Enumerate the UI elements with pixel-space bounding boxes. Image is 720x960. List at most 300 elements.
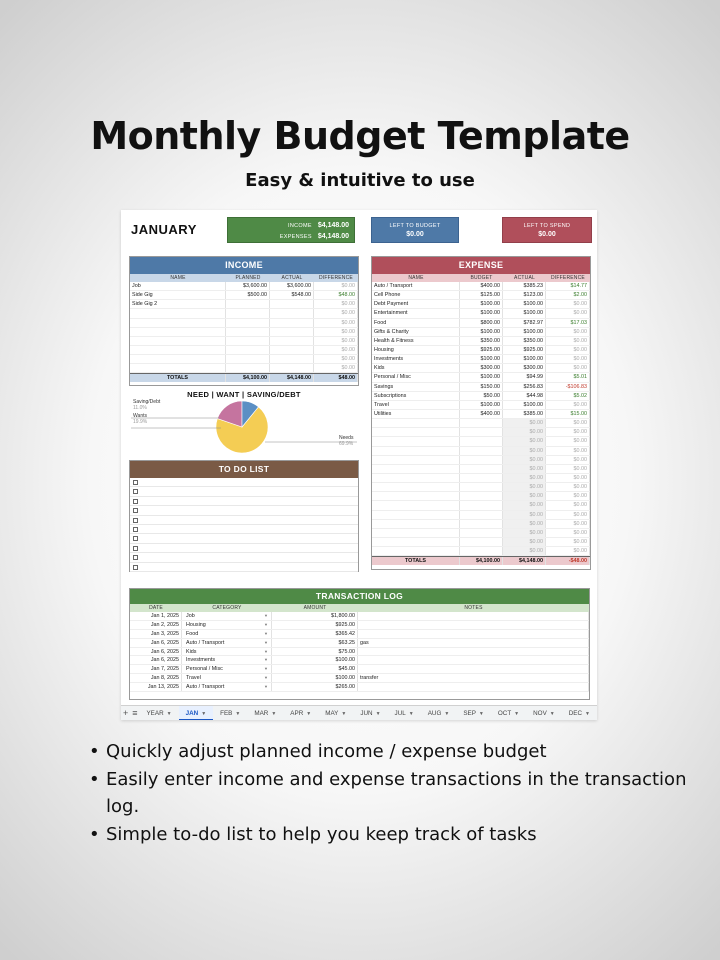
income-actual-cell[interactable] <box>270 328 314 336</box>
expense-actual-cell[interactable]: $44.98 <box>503 392 546 400</box>
income-row <box>130 346 358 355</box>
expense-name-cell[interactable]: Auto / Transport <box>372 282 460 290</box>
expense-actual-cell[interactable]: $0.00 <box>503 501 546 509</box>
expense-name-cell[interactable] <box>372 447 460 455</box>
expense-budget-cell[interactable] <box>460 428 503 436</box>
income-title: INCOME <box>130 257 358 274</box>
expense-actual-cell[interactable]: $0.00 <box>503 456 546 464</box>
chevron-down-icon: ▼ <box>585 710 590 717</box>
income-actual-cell[interactable]: $548.00 <box>270 291 314 299</box>
dropdown-arrow-icon[interactable]: ▼ <box>264 675 268 681</box>
transaction-notes-cell[interactable] <box>358 683 589 691</box>
pie-label-needs-name: Needs <box>339 435 354 441</box>
expense-name-cell[interactable] <box>372 501 460 509</box>
tab-sep[interactable] <box>456 706 491 721</box>
expense-actual-cell[interactable]: $0.00 <box>503 511 546 519</box>
checkbox-icon[interactable] <box>133 499 138 504</box>
expense-name-cell[interactable] <box>372 538 460 546</box>
transaction-notes-cell[interactable] <box>358 612 589 620</box>
expense-difference-cell[interactable]: $0.00 <box>546 465 590 473</box>
income-col-planned: PLANNED <box>235 275 261 281</box>
income-actual-cell[interactable] <box>270 364 314 372</box>
income-totals-label: TOTALS <box>130 374 226 382</box>
expense-budget-cell[interactable] <box>460 483 503 491</box>
income-difference-cell[interactable]: $0.00 <box>314 319 358 327</box>
expense-difference-cell[interactable]: $0.00 <box>546 447 590 455</box>
expense-budget-cell[interactable]: $925.00 <box>460 346 503 354</box>
expense-name-cell[interactable] <box>372 428 460 436</box>
transaction-notes-cell[interactable] <box>358 656 589 664</box>
expense-name-cell[interactable]: Entertainment <box>372 309 460 317</box>
income-difference-cell[interactable]: $0.00 <box>314 282 358 290</box>
expense-name-cell[interactable]: Debt Payment <box>372 300 460 308</box>
expense-col-budget: BUDGET <box>470 275 493 281</box>
expense-name-cell[interactable]: Travel <box>372 401 460 409</box>
expense-actual-cell[interactable]: $0.00 <box>503 529 546 537</box>
income-name-cell[interactable] <box>130 346 226 354</box>
transaction-date-cell[interactable]: Jan 8, 2025 <box>130 674 182 682</box>
transaction-category-cell[interactable]: Housing ▼ <box>182 621 272 629</box>
income-rows <box>130 282 358 373</box>
transaction-category-cell[interactable]: Auto / Transport ▼ <box>182 639 272 647</box>
need-want-saving-pie <box>129 398 359 456</box>
expense-budget-cell[interactable]: $100.00 <box>460 328 503 336</box>
expense-budget-cell[interactable]: $50.00 <box>460 392 503 400</box>
left-to-spend-label: LEFT TO SPEND <box>523 223 571 229</box>
pie-label-wants-name: Wants <box>133 413 147 419</box>
expense-actual-cell[interactable]: $94.99 <box>503 373 546 381</box>
expense-budget-cell[interactable] <box>460 474 503 482</box>
expense-actual-cell[interactable]: $0.00 <box>503 492 546 500</box>
expense-budget-cell[interactable]: $800.00 <box>460 319 503 327</box>
transaction-notes-cell[interactable] <box>358 665 589 673</box>
checkbox-icon[interactable] <box>133 508 138 513</box>
transaction-category-cell[interactable]: Job ▼ <box>182 612 272 620</box>
expense-difference-cell[interactable]: $0.00 <box>546 529 590 537</box>
transaction-amount-cell[interactable]: $925.00 <box>272 621 358 629</box>
dropdown-arrow-icon[interactable]: ▼ <box>264 657 268 663</box>
expense-difference-cell[interactable]: -$106.83 <box>546 383 590 391</box>
expense-row <box>372 410 590 419</box>
expense-budget-cell[interactable]: $400.00 <box>460 410 503 418</box>
expense-name-cell[interactable] <box>372 547 460 555</box>
expense-difference-cell[interactable]: $0.00 <box>546 364 590 372</box>
expense-col-name: NAME <box>408 275 424 281</box>
expense-name-cell[interactable] <box>372 529 460 537</box>
income-difference-cell[interactable]: $0.00 <box>314 328 358 336</box>
tab-aug[interactable] <box>421 706 457 721</box>
expense-budget-cell[interactable] <box>460 547 503 555</box>
income-name-cell[interactable]: Side Gig 2 <box>130 300 226 308</box>
income-difference-cell[interactable]: $0.00 <box>314 355 358 363</box>
income-difference-cell[interactable]: $0.00 <box>314 309 358 317</box>
transaction-row <box>130 621 589 630</box>
todo-item <box>130 534 358 543</box>
income-name-cell[interactable] <box>130 319 226 327</box>
transaction-row <box>130 674 589 683</box>
expense-budget-cell[interactable]: $400.00 <box>460 282 503 290</box>
transaction-col-category: CATEGORY <box>212 605 242 611</box>
expense-name-cell[interactable]: Kids <box>372 364 460 372</box>
transaction-amount-cell[interactable]: $100.00 <box>272 674 358 682</box>
transaction-date-cell[interactable]: Jan 3, 2025 <box>130 630 182 638</box>
todo-item <box>130 563 358 572</box>
expense-actual-cell[interactable]: $0.00 <box>503 428 546 436</box>
expense-name-cell[interactable]: Utilities <box>372 410 460 418</box>
expense-difference-cell[interactable]: $0.00 <box>546 520 590 528</box>
income-actual-cell[interactable] <box>270 309 314 317</box>
hero-subtitle: Easy & intuitive to use <box>245 170 475 191</box>
expense-actual-cell[interactable]: $0.00 <box>503 483 546 491</box>
expense-budget-cell[interactable] <box>460 538 503 546</box>
expense-budget-cell[interactable] <box>460 492 503 500</box>
transaction-category-cell[interactable]: Personal / Misc ▼ <box>182 665 272 673</box>
expense-budget-cell[interactable]: $125.00 <box>460 291 503 299</box>
transaction-col-headers <box>130 604 589 612</box>
expense-name-cell[interactable] <box>372 492 460 500</box>
income-planned-cell[interactable] <box>226 319 270 327</box>
transaction-notes-cell[interactable] <box>358 648 589 656</box>
income-difference-cell[interactable]: $0.00 <box>314 364 358 372</box>
dropdown-arrow-icon[interactable]: ▼ <box>264 648 268 654</box>
expense-budget-cell[interactable]: $100.00 <box>460 309 503 317</box>
expense-difference-cell[interactable]: $14.77 <box>546 282 590 290</box>
expense-budget-cell[interactable] <box>460 520 503 528</box>
hero-title: Monthly Budget Template <box>90 114 630 158</box>
expense-totals-difference: -$48.00 <box>546 557 590 565</box>
plus-icon[interactable]: + <box>122 707 129 718</box>
expense-name-cell[interactable]: Investments <box>372 355 460 363</box>
expense-col-headers <box>372 274 590 282</box>
income-name-cell[interactable] <box>130 328 226 336</box>
sheet-tab-bar <box>121 705 597 720</box>
checkbox-icon[interactable] <box>133 518 138 523</box>
tab-label: YEAR <box>146 709 164 717</box>
expense-difference-cell[interactable]: $0.00 <box>546 346 590 354</box>
todo-item <box>130 553 358 562</box>
transaction-notes-cell[interactable] <box>358 630 589 638</box>
income-difference-cell[interactable]: $0.00 <box>314 337 358 345</box>
income-planned-cell[interactable] <box>226 300 270 308</box>
expense-actual-cell[interactable]: $100.00 <box>503 401 546 409</box>
expense-difference-cell[interactable]: $0.00 <box>546 483 590 491</box>
income-row <box>130 364 358 373</box>
tab-dec[interactable] <box>562 706 597 721</box>
tab-apr[interactable] <box>283 706 318 721</box>
income-name-cell[interactable]: Job <box>130 282 226 290</box>
expense-budget-cell[interactable] <box>460 511 503 519</box>
income-difference-cell[interactable]: $0.00 <box>314 346 358 354</box>
expense-name-cell[interactable] <box>372 437 460 445</box>
chevron-down-icon: ▼ <box>408 710 414 717</box>
expense-difference-cell[interactable]: $0.00 <box>546 547 590 555</box>
expense-actual-cell[interactable]: $300.00 <box>503 364 546 372</box>
left-to-spend-value: $0.00 <box>538 231 556 238</box>
expense-actual-cell[interactable]: $100.00 <box>503 309 546 317</box>
left-to-budget-value: $0.00 <box>406 231 424 238</box>
expense-difference-cell[interactable]: $0.00 <box>546 428 590 436</box>
income-planned-cell[interactable] <box>226 346 270 354</box>
expense-actual-cell[interactable]: $0.00 <box>503 520 546 528</box>
expense-difference-cell[interactable]: $15.00 <box>546 410 590 418</box>
tab-label: APR <box>290 709 304 717</box>
todo-item <box>130 506 358 515</box>
expense-row <box>372 511 590 520</box>
checkbox-icon[interactable] <box>133 555 138 560</box>
expense-difference-cell[interactable]: $0.00 <box>546 401 590 409</box>
expense-difference-cell[interactable]: $0.00 <box>546 456 590 464</box>
income-totals <box>130 373 358 382</box>
expense-row <box>372 419 590 428</box>
expense-row <box>372 529 590 538</box>
expense-difference-cell[interactable]: $0.00 <box>546 355 590 363</box>
income-planned-cell[interactable] <box>226 309 270 317</box>
checkbox-icon[interactable] <box>133 536 138 541</box>
tab-jun[interactable] <box>353 706 387 721</box>
expense-budget-cell[interactable] <box>460 465 503 473</box>
expense-difference-cell[interactable]: $0.00 <box>546 492 590 500</box>
tab-jul[interactable] <box>388 706 421 721</box>
expense-name-cell[interactable] <box>372 419 460 427</box>
expense-actual-cell[interactable]: $100.00 <box>503 328 546 336</box>
income-row <box>130 337 358 346</box>
transaction-category-cell[interactable]: Travel ▼ <box>182 674 272 682</box>
income-planned-cell[interactable] <box>226 364 270 372</box>
income-name-cell[interactable] <box>130 355 226 363</box>
dropdown-arrow-icon[interactable]: ▼ <box>264 684 268 690</box>
expense-actual-cell[interactable]: $385.23 <box>503 282 546 290</box>
chevron-down-icon: ▼ <box>201 710 207 717</box>
expense-difference-cell[interactable]: $5.01 <box>546 373 590 381</box>
transaction-notes-cell[interactable] <box>358 621 589 629</box>
chevron-down-icon: ▼ <box>166 710 172 717</box>
expense-actual-cell[interactable]: $123.00 <box>503 291 546 299</box>
expense-budget-cell[interactable] <box>460 419 503 427</box>
expense-name-cell[interactable]: Subscriptions <box>372 392 460 400</box>
transaction-amount-cell[interactable]: $265.00 <box>272 683 358 691</box>
income-difference-cell[interactable]: $48.00 <box>314 291 358 299</box>
expense-budget-cell[interactable] <box>460 529 503 537</box>
expense-budget-cell[interactable] <box>460 501 503 509</box>
expense-budget-cell[interactable]: $300.00 <box>460 364 503 372</box>
expense-name-cell[interactable]: Food <box>372 319 460 327</box>
income-planned-cell[interactable]: $500.00 <box>226 291 270 299</box>
checkbox-icon[interactable] <box>133 546 138 551</box>
chevron-down-icon: ▼ <box>306 710 312 717</box>
transaction-date-cell[interactable]: Jan 6, 2025 <box>130 656 182 664</box>
expense-row <box>372 520 590 529</box>
expense-budget-cell[interactable] <box>460 447 503 455</box>
transaction-amount-cell[interactable]: $100.00 <box>272 656 358 664</box>
tab-nov[interactable] <box>526 706 562 721</box>
expense-name-cell[interactable]: Personal / Misc <box>372 373 460 381</box>
tab-may[interactable] <box>318 706 353 721</box>
expense-difference-cell[interactable]: $0.00 <box>546 511 590 519</box>
dropdown-arrow-icon[interactable]: ▼ <box>264 621 268 627</box>
tab-feb[interactable] <box>213 706 247 721</box>
income-row <box>130 282 358 291</box>
dropdown-arrow-icon[interactable]: ▼ <box>264 613 268 618</box>
income-difference-cell[interactable]: $0.00 <box>314 300 358 308</box>
expense-actual-cell[interactable]: $782.97 <box>503 319 546 327</box>
expense-name-cell[interactable] <box>372 483 460 491</box>
transaction-amount-cell[interactable]: $75.00 <box>272 648 358 656</box>
expense-difference-cell[interactable]: $0.00 <box>546 328 590 336</box>
expense-name-cell[interactable]: Housing <box>372 346 460 354</box>
expense-actual-cell[interactable]: $385.00 <box>503 410 546 418</box>
expense-actual-cell[interactable]: $0.00 <box>503 547 546 555</box>
expense-row <box>372 373 590 382</box>
expense-name-cell[interactable] <box>372 520 460 528</box>
todo-item <box>130 525 358 534</box>
expense-row <box>372 538 590 547</box>
tab-mar[interactable] <box>247 706 283 721</box>
todo-item <box>130 478 358 487</box>
income-name-cell[interactable] <box>130 337 226 345</box>
chevron-down-icon: ▼ <box>341 710 347 717</box>
expense-difference-cell[interactable]: $0.00 <box>546 474 590 482</box>
income-actual-cell[interactable] <box>270 300 314 308</box>
left-to-budget-card <box>371 217 459 243</box>
pie-label-wants-pct: 19.9% <box>133 419 148 425</box>
expense-actual-cell[interactable]: $0.00 <box>503 419 546 427</box>
expense-actual-cell[interactable]: $350.00 <box>503 337 546 345</box>
expense-difference-cell[interactable]: $0.00 <box>546 300 590 308</box>
transaction-date-cell[interactable]: Jan 6, 2025 <box>130 648 182 656</box>
checkbox-icon[interactable] <box>133 480 138 485</box>
chevron-down-icon: ▼ <box>549 710 555 717</box>
income-row <box>130 309 358 318</box>
checkbox-icon[interactable] <box>133 489 138 494</box>
tab-jan[interactable] <box>179 706 214 721</box>
pie-label-needs-pct: 69.9% <box>339 441 354 447</box>
expense-actual-cell[interactable]: $256.83 <box>503 383 546 391</box>
expense-difference-cell[interactable]: $0.00 <box>546 538 590 546</box>
feature-bullet: • Simple to-do list to help you keep track of tasks <box>86 821 696 849</box>
income-totals-planned: $4,100.00 <box>226 374 270 382</box>
expense-difference-cell[interactable]: $17.03 <box>546 319 590 327</box>
expense-name-cell[interactable] <box>372 511 460 519</box>
income-actual-cell[interactable] <box>270 337 314 345</box>
dropdown-arrow-icon[interactable]: ▼ <box>264 666 268 672</box>
todo-item <box>130 497 358 506</box>
transaction-date-cell[interactable]: Jan 1, 2025 <box>130 612 182 620</box>
transaction-date-cell[interactable]: Jan 6, 2025 <box>130 639 182 647</box>
dropdown-arrow-icon[interactable]: ▼ <box>264 639 268 645</box>
transaction-category-cell[interactable]: Kids ▼ <box>182 648 272 656</box>
income-col-difference: DIFFERENCE <box>319 275 353 281</box>
transaction-date-cell[interactable]: Jan 7, 2025 <box>130 665 182 673</box>
income-actual-cell[interactable] <box>270 346 314 354</box>
expense-budget-cell[interactable] <box>460 437 503 445</box>
expense-budget-cell[interactable]: $350.00 <box>460 337 503 345</box>
expense-row <box>372 291 590 300</box>
income-actual-cell[interactable]: $3,600.00 <box>270 282 314 290</box>
tab-oct[interactable] <box>491 706 526 721</box>
transaction-date-cell[interactable]: Jan 13, 2025 <box>130 683 182 691</box>
checkbox-icon[interactable] <box>133 565 138 570</box>
expense-difference-cell[interactable]: $0.00 <box>546 419 590 427</box>
expense-budget-cell[interactable]: $100.00 <box>460 401 503 409</box>
income-planned-cell[interactable] <box>226 355 270 363</box>
income-planned-cell[interactable] <box>226 328 270 336</box>
expense-budget-cell[interactable] <box>460 456 503 464</box>
expense-difference-cell[interactable]: $2.00 <box>546 291 590 299</box>
expense-actual-cell[interactable]: $100.00 <box>503 300 546 308</box>
expense-budget-cell[interactable]: $100.00 <box>460 373 503 381</box>
expense-actual-cell[interactable]: $100.00 <box>503 355 546 363</box>
expense-actual-cell[interactable]: $0.00 <box>503 474 546 482</box>
income-planned-cell[interactable]: $3,600.00 <box>226 282 270 290</box>
tab-label: OCT <box>497 709 512 717</box>
transaction-notes-cell[interactable]: gas <box>358 639 589 647</box>
dropdown-arrow-icon[interactable]: ▼ <box>264 630 268 636</box>
tab-label: DEC <box>568 709 583 717</box>
transaction-amount-cell[interactable]: $1,800.00 <box>272 612 358 620</box>
tab-label: JUL <box>394 709 406 717</box>
income-col-name: NAME <box>170 275 186 281</box>
expense-totals <box>372 556 590 565</box>
income-planned-cell[interactable] <box>226 337 270 345</box>
expense-actual-cell[interactable]: $0.00 <box>503 538 546 546</box>
transaction-amount-cell[interactable]: $63.25 <box>272 639 358 647</box>
transaction-date-cell[interactable]: Jan 2, 2025 <box>130 621 182 629</box>
income-row <box>130 300 358 309</box>
expense-actual-cell[interactable]: $0.00 <box>503 447 546 455</box>
expense-difference-cell[interactable]: $0.00 <box>546 309 590 317</box>
feature-bullet: • Quickly adjust planned income / expense budget <box>86 738 696 766</box>
expense-name-cell[interactable] <box>372 474 460 482</box>
expense-actual-cell[interactable]: $0.00 <box>503 437 546 445</box>
transaction-category-cell[interactable]: Auto / Transport ▼ <box>182 683 272 691</box>
tab-year[interactable] <box>139 706 178 721</box>
checkbox-icon[interactable] <box>133 527 138 532</box>
income-actual-cell[interactable] <box>270 355 314 363</box>
income-name-cell[interactable]: Side Gig <box>130 291 226 299</box>
expense-actual-cell[interactable]: $925.00 <box>503 346 546 354</box>
expense-name-cell[interactable]: Health & Fitness <box>372 337 460 345</box>
expense-row <box>372 401 590 410</box>
feature-bullet: • Easily enter income and expense transactions in the transaction log. <box>86 766 696 821</box>
expense-name-cell[interactable] <box>372 465 460 473</box>
expense-totals-label: TOTALS <box>372 557 460 565</box>
expense-budget-cell[interactable]: $150.00 <box>460 383 503 391</box>
income-name-cell[interactable] <box>130 309 226 317</box>
transaction-category-cell[interactable]: Food ▼ <box>182 630 272 638</box>
expense-name-cell[interactable]: Cell Phone <box>372 291 460 299</box>
expense-difference-cell[interactable]: $5.02 <box>546 392 590 400</box>
expense-difference-cell[interactable]: $0.00 <box>546 337 590 345</box>
expense-row <box>372 547 590 556</box>
expense-name-cell[interactable] <box>372 456 460 464</box>
expense-difference-cell[interactable]: $0.00 <box>546 437 590 445</box>
expense-budget-cell[interactable]: $100.00 <box>460 300 503 308</box>
income-actual-cell[interactable] <box>270 319 314 327</box>
transaction-amount-cell[interactable]: $45.00 <box>272 665 358 673</box>
expense-difference-cell[interactable]: $0.00 <box>546 501 590 509</box>
menu-icon[interactable]: ≡ <box>132 707 138 718</box>
expense-budget-cell[interactable]: $100.00 <box>460 355 503 363</box>
transaction-amount-cell[interactable]: $365.42 <box>272 630 358 638</box>
transaction-category-cell[interactable]: Investments ▼ <box>182 656 272 664</box>
expense-row <box>372 319 590 328</box>
expense-name-cell[interactable]: Gifts & Charity <box>372 328 460 336</box>
todo-rows <box>130 478 358 572</box>
expense-actual-cell[interactable]: $0.00 <box>503 465 546 473</box>
income-name-cell[interactable] <box>130 364 226 372</box>
transaction-notes-cell[interactable]: transfer <box>358 674 589 682</box>
expense-name-cell[interactable]: Savings <box>372 383 460 391</box>
